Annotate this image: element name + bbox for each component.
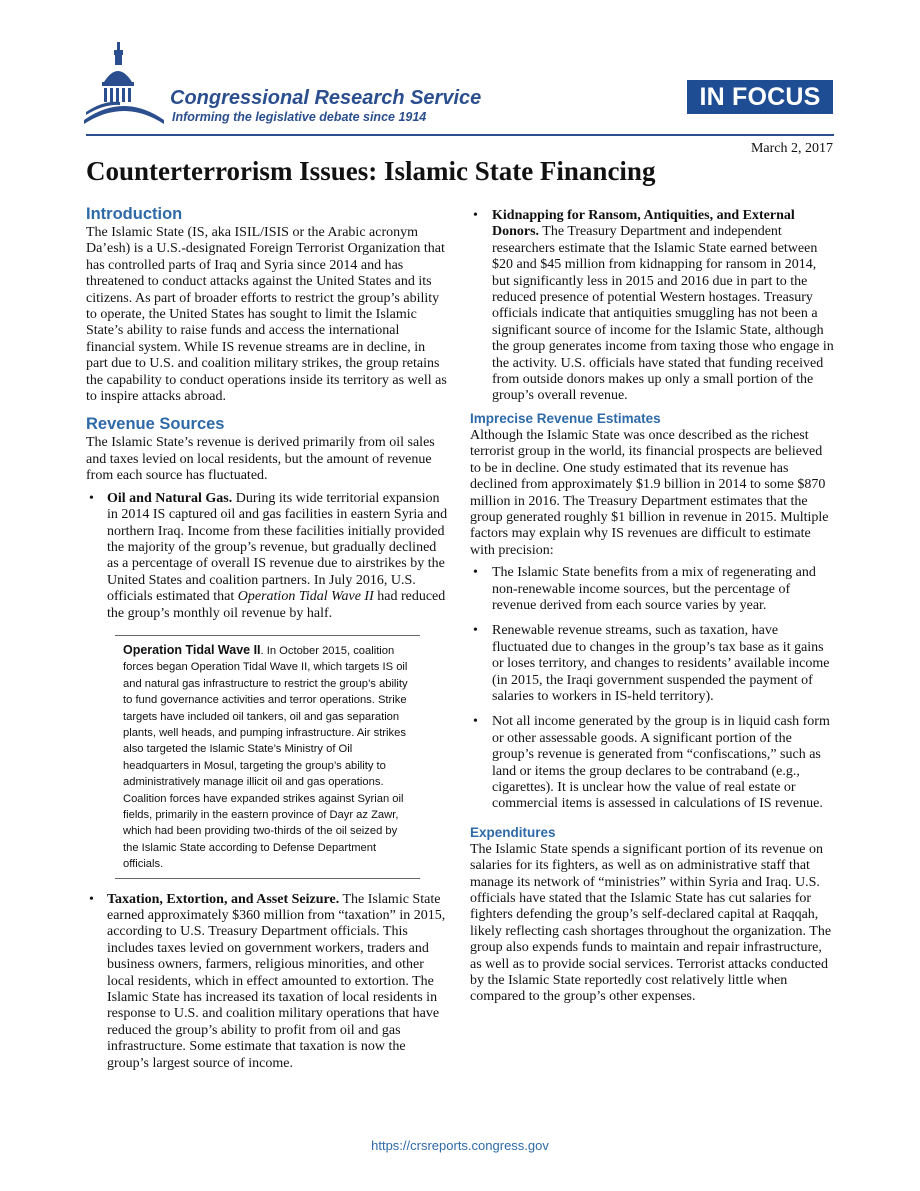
oil-gas-item: • Oil and Natural Gas. During its wide territorial expansion in 2014 IS captured oil and gas facilities in eastern Syria and northern Iraq. Income from these facilities initially provided the majority of the group’s revenue, but gradually declined as a percentage of overall IS revenue due to airstrikes by the United States and coalition partners. In July 2016, U.S. officials estimated that Operation Tidal Wave II had reduced the group’s monthly oil revenue by half. (86, 491, 450, 622)
box-text: . In October 2015, coalition forces began Operation Tidal Wave II, which targets IS oil and natural gas infrastructure to restrict the group’s ability to fund governance activities and terror operations. Strike targets have included oil tankers, oil and gas separation plants, well heads, and pumping infrastructure. Air strikes also targeted the Islamic State’s Ministry of Oil headquarters in Mosul, targeting the group’s ability to administratively manage illicit oil and gas operations. Coalition forces have expanded strikes against Syrian oil fields, primarily in the eastern province of Dayr az Zawr, which had been providing two-thirds of the oil seized by the Islamic State according to Defense Department officials. (123, 644, 408, 871)
revenue-paragraph: The Islamic State’s revenue is derived primarily from oil sales and taxes levied on local residents, but the amount of revenue from each source has fluctuated. (86, 435, 435, 484)
expenditures-heading: Expenditures (470, 824, 556, 840)
estimate-factor-item: • Renewable revenue streams, such as taxation, have fluctuated due to changes in the group’s tax base as it gains or loses territory, and changes to residents’ available income (in 2015, the Iraqi government suspended the payment of salaries to workers in IS-held territory). (470, 623, 834, 705)
org-name: Congressional Research Service (170, 87, 482, 109)
revenue-list (86, 491, 450, 622)
page-title: Counterterrorism Issues: Islamic State Financing (86, 156, 656, 186)
footer-url[interactable]: https://crsreports.congress.gov (371, 1138, 549, 1153)
box-title: Operation Tidal Wave II (123, 642, 261, 657)
taxation-item: • Taxation, Extortion, and Asset Seizure. The Islamic State earned approximately $360 million from “taxation” in 2015, according to U.S. Treasury Department officials. This includes taxes levied on government workers, traders and business owners, farmers, religious minorities, and other local residents, which in effect amounted to extortion. The Islamic State has increased its taxation of local residents in response to U.S. and coalition military operations that have reduced the group’s ability to profit from oil and gas infrastructure. Some estimate that taxation is now the group’s largest source of income. (86, 892, 450, 1072)
estimate-factor-item: • The Islamic State benefits from a mix of regenerating and non-renewable income sources, but the percentage of revenue derived from each source varies by year. (470, 565, 834, 614)
estimates-paragraph: Although the Islamic State was once described as the richest terrorist group in the world, its financial prospects are believed to be in decline. One study estimated that its revenue has declined from approximately $1.9 billion in 2014 to some $870 million in 2016. The Treasury Department estimates that the group generated roughly $1 billion in revenue in 2015. Multiple factors may explain why IS revenues are difficult to estimate with precision: (470, 427, 829, 558)
capitol-dome-icon (84, 42, 174, 132)
estimates-heading: Imprecise Revenue Estimates (470, 410, 661, 426)
in-focus-badge: IN FOCUS (687, 80, 833, 114)
revenue-list-continued (86, 892, 450, 1072)
estimate-factor-item: • Not all income generated by the group is in liquid cash form or other assessable goods. A significant portion of the group’s revenue is generated from “confiscations,” such as land or items the group declares to be contraband (e.g., cigarettes). It is unclear how the value of real estate or commercial items is assessed in calculations of IS revenue. (470, 714, 834, 812)
right-column (470, 208, 834, 1006)
taxation-title: Taxation, Extortion, and Asset Seizure. (107, 891, 340, 907)
kidnapping-title: Kidnapping for Ransom, Antiquities, and External Donors. (492, 208, 795, 240)
kidnapping-list (470, 208, 834, 405)
introduction-paragraph: The Islamic State (IS, aka ISIL/ISIS or the Arabic acronym Da’esh) is a U.S.-designated Foreign Terrorist Organization that has controlled parts of Iraq and Syria since 2014 and has threatened to conduct attacks against the United States and its citizens. As part of broader efforts to restrict the group’s ability to operate, the United States has sought to limit the Islamic State’s ability to raise funds and access the international financial system. While IS revenue streams are in decline, in part due to U.S. and coalition military strikes, the group retains the capability to conduct operations inside its territory as well as to inspire attacks abroad. (86, 225, 447, 405)
left-column (86, 200, 450, 1081)
introduction-heading: Introduction (86, 205, 183, 223)
kidnapping-item: • Kidnapping for Ransom, Antiquities, and External Donors. The Treasury Department and independent researchers estimate that the Islamic State earned between $20 and $45 million from kidnapping for ransom in 2014, but significantly less in 2015 and 2016 due in part to the reduced presence of potential Western hostages. Treasury officials indicate that antiquities smuggling has not been a significant source of income for the Islamic State, although the group generates income from taxing those who engage in the activity. U.S. officials have stated that funding received from outside donors makes up only a small portion of the group’s overall revenue. (470, 208, 834, 405)
estimates-list (470, 565, 834, 813)
org-tagline: Informing the legislative debate since 1914 (172, 110, 427, 124)
revenue-heading: Revenue Sources (86, 415, 225, 434)
expenditures-paragraph: The Islamic State spends a significant portion of its revenue on salaries for its fighters, as well as on administrative staff that manage its network of “ministries” within Syria and Iraq. U.S. officials have stated that the Islamic State has cut salaries for fighters defending the group’s self-declared capital at Raqqah, likely reflecting cash shortages throughout the organization. The group also expends funds to maintain and repair infrastructure, as well as to provide social services. Terrorist attacks conducted by the Islamic State reportedly cost relatively little when compared to the group’s other expenses. (470, 841, 832, 1005)
oil-gas-title: Oil and Natural Gas. (107, 490, 233, 506)
tidal-wave-sidebar-box (115, 635, 420, 879)
header-rule (86, 134, 834, 136)
publication-date: March 2, 2017 (750, 141, 833, 156)
